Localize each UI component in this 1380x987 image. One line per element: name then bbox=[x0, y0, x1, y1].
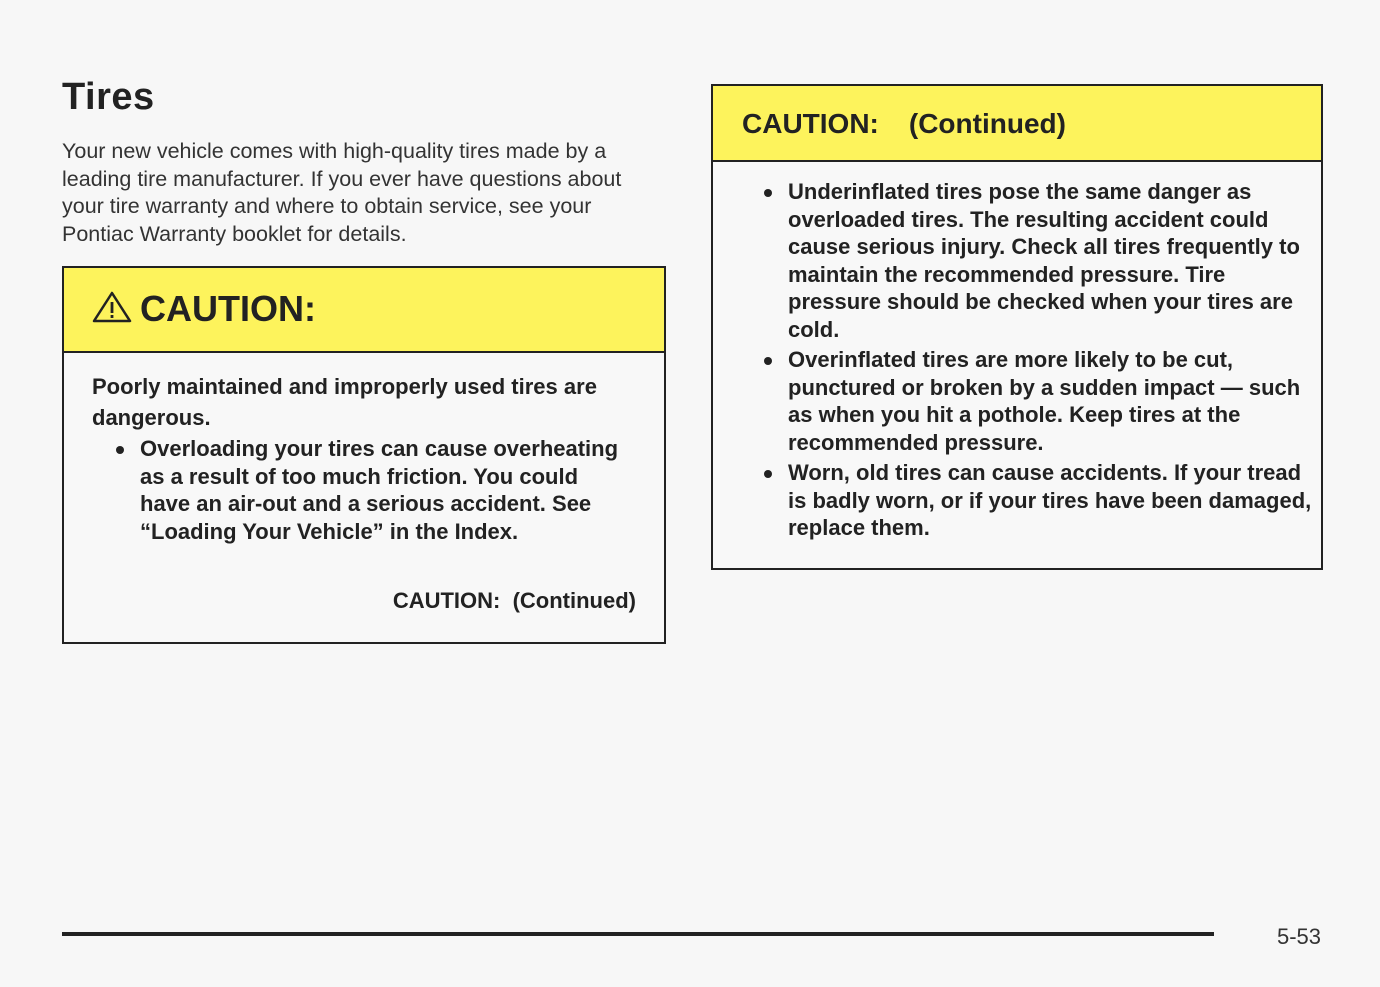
caution-continued-note: CAUTION: (Continued) bbox=[392, 588, 636, 613]
list-item bbox=[112, 435, 632, 545]
bullet-icon bbox=[764, 357, 772, 365]
caution-header bbox=[64, 268, 664, 353]
caution-header-label: CAUTION: bbox=[742, 108, 879, 139]
bullet-icon bbox=[116, 446, 124, 454]
caution-box bbox=[62, 266, 666, 644]
list-item bbox=[760, 459, 1320, 542]
list-item-text: Overinflated tires are more likely to be cut, punctured or broken by a sudden impact — such as when you hit a pothole. Keep tires at the recommended pressure. bbox=[788, 347, 1301, 455]
list-item-text: Underinflated tires pose the same danger as overloaded tires. The resulting accident could cause serious injury. Check all tires frequently to maintain the recommended pressure. Tire pressure should be checked when your tires are cold. bbox=[788, 179, 1300, 342]
caution-bullet-list bbox=[112, 435, 632, 545]
list-item bbox=[760, 346, 1320, 456]
warning-triangle-icon bbox=[92, 291, 132, 323]
caution-lead-text: Poorly maintained and improperly used tires are dangerous. bbox=[92, 374, 597, 430]
list-item-text: Overloading your tires can cause overheating as a result of too much friction. You could have an air-out and a serious accident. See “Loading Your Vehicle” in the Index. bbox=[140, 436, 619, 544]
bullet-icon bbox=[764, 470, 772, 478]
bullet-icon bbox=[764, 189, 772, 197]
list-item bbox=[760, 178, 1320, 343]
caution-continued-header bbox=[713, 86, 1321, 162]
page-number: 5-53 bbox=[1277, 924, 1322, 949]
intro-paragraph: Your new vehicle comes with high-quality tires made by a leading tire manufacturer. If you ever have questions about your tire warranty and where to obtain service, see your Pontiac Warranty booklet for details. bbox=[62, 139, 622, 246]
caution-bullet-list bbox=[760, 178, 1320, 545]
caution-header-label: CAUTION: bbox=[140, 288, 316, 329]
caution-continued-box bbox=[711, 84, 1323, 570]
list-item-text: Worn, old tires can cause accidents. If your tread is badly worn, or if your tires have been damaged, replace them. bbox=[788, 460, 1312, 540]
caution-header-continued: (Continued) bbox=[908, 108, 1066, 139]
page-title: Tires bbox=[62, 76, 155, 118]
footer-rule bbox=[62, 932, 1214, 936]
